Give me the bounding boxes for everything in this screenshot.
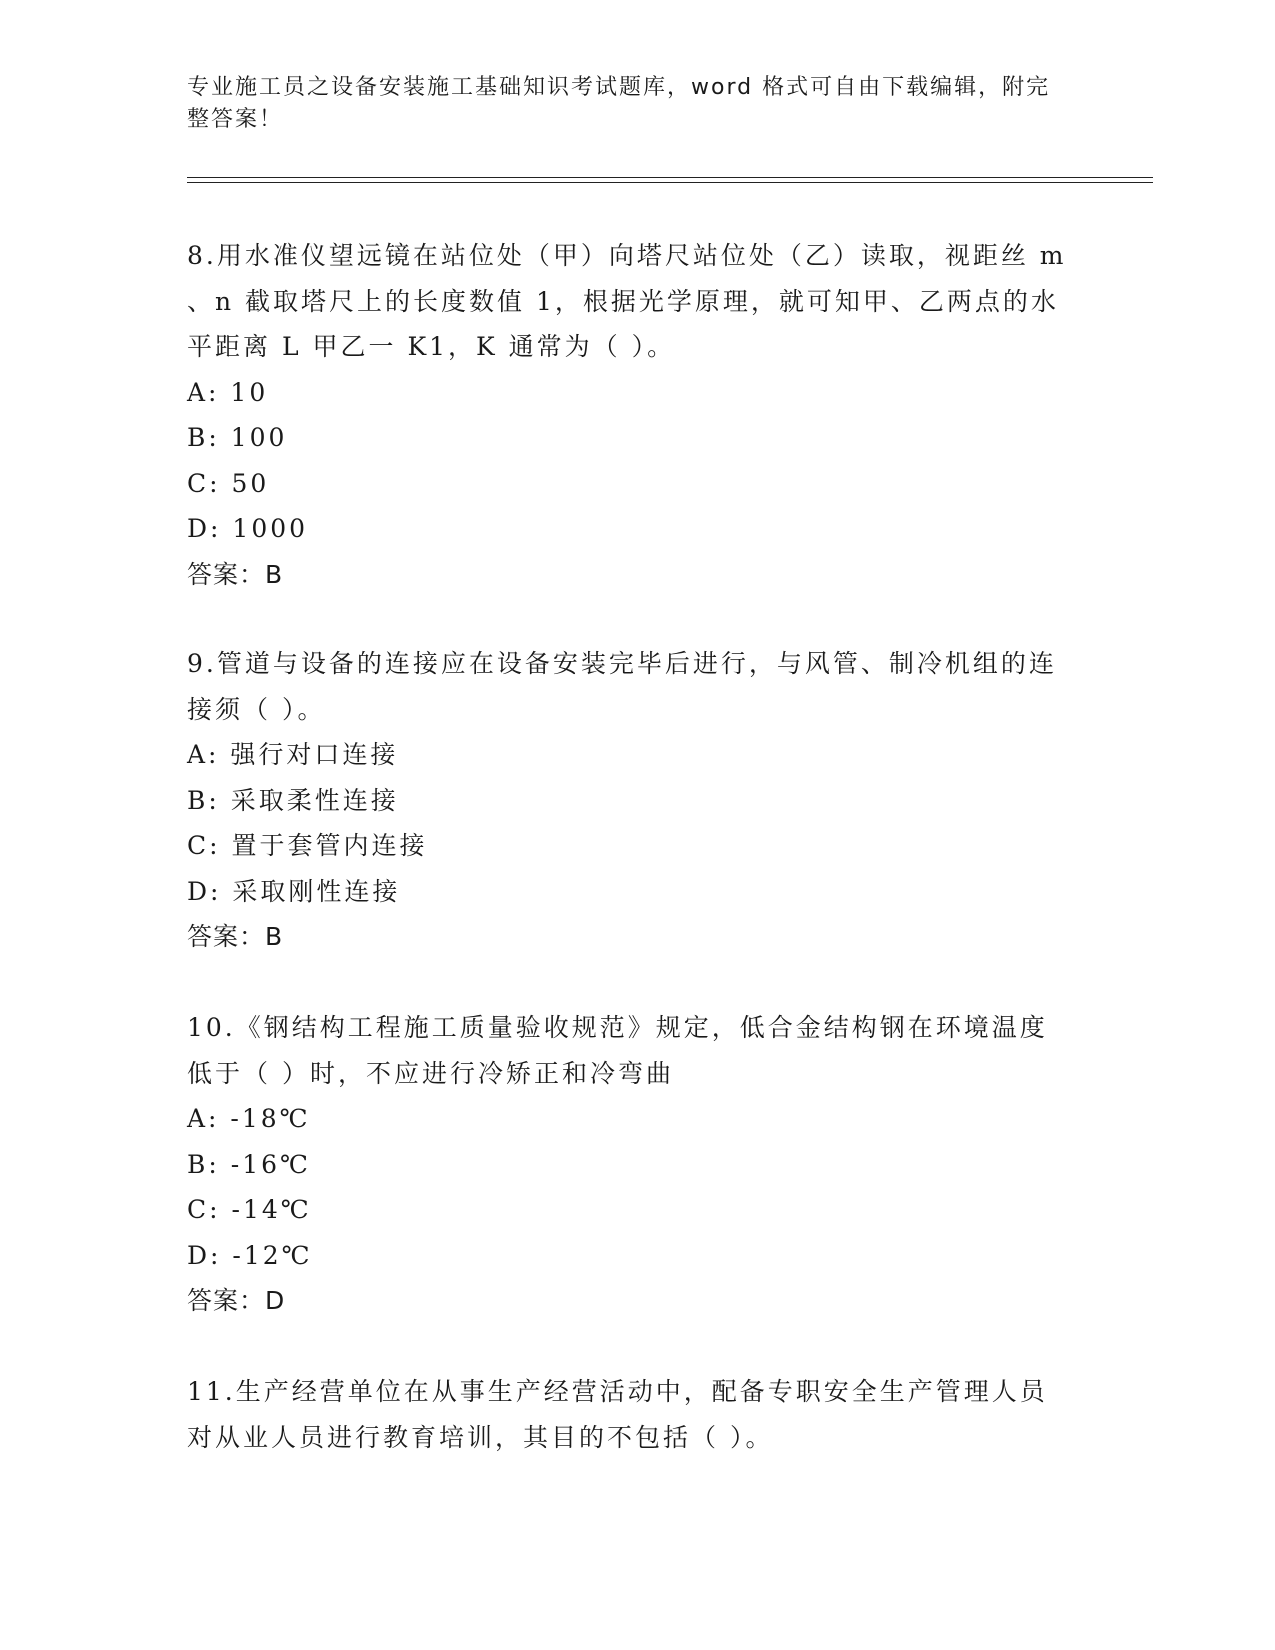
option-d: D: 采取刚性连接 — [187, 876, 401, 906]
answer: 答案：D — [187, 1286, 286, 1315]
document-header: 专业施工员之设备安装施工基础知识考试题库，word 格式可自由下载编辑，附完整答案！ — [187, 75, 1051, 132]
option-a: A: 10 — [187, 377, 269, 407]
answer: 答案：B — [187, 559, 284, 589]
option-d: D: -12℃ — [187, 1240, 313, 1270]
question-stem: 10.《钢结构工程施工质量验收规范》规定，低合金结构钢在环境温度低于（ ）时，不应进行冷矫正和冷弯曲 — [187, 1013, 1048, 1088]
option-b: B: 采取柔性连接 — [187, 785, 399, 815]
option-b: B: -16℃ — [187, 1149, 311, 1179]
question-11 — [187, 1369, 1067, 1460]
option-d: D: 1000 — [187, 514, 309, 543]
question-8 — [187, 233, 1067, 597]
option-c: C: 50 — [187, 468, 270, 498]
answer: 答案：B — [187, 922, 284, 951]
option-c: C: -14℃ — [187, 1195, 312, 1224]
header-divider-bottom — [187, 182, 1153, 183]
option-c: C: 置于套管内连接 — [187, 831, 428, 860]
option-a: A: 强行对口连接 — [187, 740, 399, 769]
question-stem: 11.生产经营单位在从事生产经营活动中，配备专职安全生产管理人员对从业人员进行教育培训，其目的不包括（ ）。 — [187, 1377, 1048, 1452]
option-a: A: -18℃ — [187, 1104, 311, 1133]
question-10 — [187, 1005, 1067, 1324]
header-divider-top — [187, 177, 1153, 178]
question-9 — [187, 641, 1067, 960]
question-stem: 9.管道与设备的连接应在设备安装完毕后进行，与风管、制冷机组的连接须（ ）。 — [187, 649, 1057, 724]
question-stem: 8.用水准仪望远镜在站位处（甲）向塔尺站位处（乙）读取，视距丝 m 、n 截取塔尺上的长度数值 1，根据光学原理，就可知甲、乙两点的水平距离 L 甲乙一 K1，K 通常为（ ）。 — [187, 241, 1067, 361]
option-b: B: 100 — [187, 423, 288, 452]
